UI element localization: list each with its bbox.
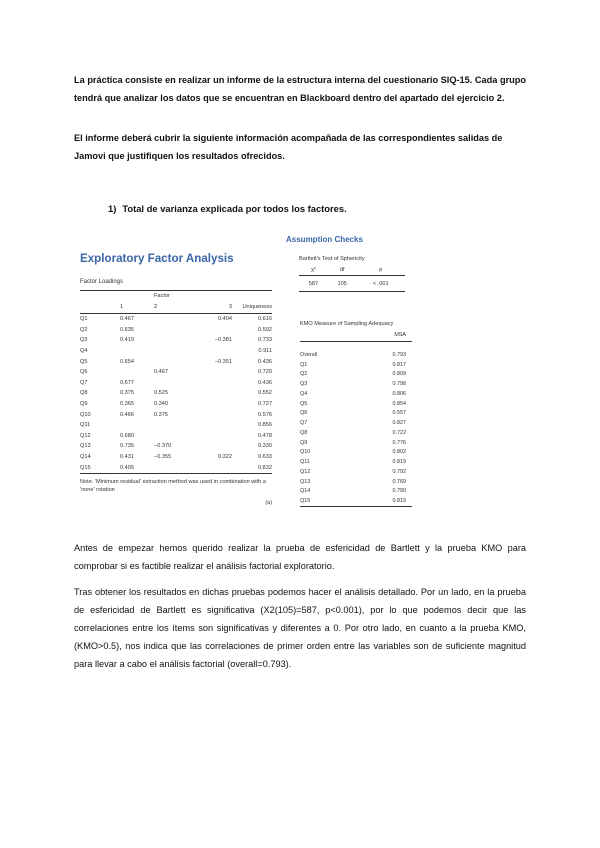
bartlett-caption: Bartlett's Test of Sphericity <box>299 256 365 262</box>
table-cell: 0.436 <box>258 358 272 365</box>
table-cell: 0.802 <box>392 449 406 456</box>
table-cell <box>190 409 240 420</box>
kmo-table <box>300 332 412 507</box>
item-label: Q11 <box>80 422 91 429</box>
table-cell: 0.776 <box>392 439 406 446</box>
column-header: Uniqueness <box>240 302 272 314</box>
table-cell <box>154 346 190 357</box>
item-label: Q8 <box>300 429 308 436</box>
table-row <box>300 418 412 428</box>
item-label: Q13 <box>80 443 91 450</box>
assumption-checks-title: Assumption Checks <box>286 235 363 244</box>
item-label: Q7 <box>300 420 308 427</box>
table-cell: 0.856 <box>258 422 272 429</box>
table-cell <box>190 378 240 389</box>
table-cell: 0.466 <box>120 411 134 418</box>
item-label: Q5 <box>300 400 308 407</box>
item-label: Q6 <box>80 369 88 376</box>
table-row <box>80 399 272 410</box>
item-label: Q14 <box>80 454 91 461</box>
table-cell: 0.911 <box>258 348 272 355</box>
table-cell: 0.478 <box>258 432 272 439</box>
table-cell: 0.419 <box>120 337 134 344</box>
table-cell <box>154 431 190 442</box>
item-label: Q12 <box>300 468 311 475</box>
table-row <box>300 487 412 497</box>
intro-paragraph-1: La práctica consiste en realizar un informe de la estructura interna del cuestionario SIQ-15. Cada grupo tendrá que analizar los datos que se encuentran en Blackboard dentro del apartado del ejercicio 2. <box>74 75 526 103</box>
table-cell: 0.467 <box>120 316 134 323</box>
item-label: Q11 <box>300 459 310 466</box>
table-cell <box>190 346 240 357</box>
column-header: 2 <box>154 302 190 314</box>
table-cell: 0.827 <box>392 420 406 427</box>
table-cell <box>120 420 154 431</box>
bartlett-test <box>299 256 405 292</box>
table-row <box>80 346 272 357</box>
table-cell: 0.769 <box>392 478 406 485</box>
kmo-test <box>300 321 412 507</box>
table-cell <box>190 420 240 431</box>
table-cell: 0.733 <box>258 337 272 344</box>
table-cell <box>154 462 190 473</box>
section-number: 1) <box>108 203 117 214</box>
item-label: Q3 <box>80 337 88 344</box>
table-cell: 0.340 <box>154 401 168 408</box>
table-cell: 0.322 <box>218 454 232 461</box>
table-cell: 0.720 <box>258 369 272 376</box>
table-cell: 0.854 <box>392 400 406 407</box>
table-cell: 0.557 <box>392 410 406 417</box>
table-cell: 0.792 <box>392 468 406 475</box>
table-cell <box>190 367 240 378</box>
section-title: Total de varianza explicada por todos los factores. <box>122 203 347 214</box>
table-cell: −0.351 <box>214 358 232 365</box>
factor-group-label: Factor <box>154 291 190 303</box>
efa-note: Note. 'Minimum residual' extraction method was used in combination with a 'none' rotation <box>80 478 266 493</box>
table-row <box>80 462 272 473</box>
table-cell: −0.355 <box>154 454 172 461</box>
item-label: Q4 <box>80 348 88 355</box>
table-row <box>300 409 412 419</box>
efa-output <box>80 252 272 506</box>
table-cell: −0.370 <box>154 443 172 450</box>
table-cell: 0.793 <box>392 351 406 358</box>
item-label: Q3 <box>300 381 308 388</box>
table-row <box>80 420 272 431</box>
table-cell: 0.817 <box>392 361 406 368</box>
bartlett-table <box>299 265 405 292</box>
table-cell: 0.735 <box>120 443 134 450</box>
table-row <box>80 367 272 378</box>
item-label: Q15 <box>80 462 120 473</box>
table-cell <box>190 441 240 452</box>
table-cell: 0.375 <box>120 390 134 397</box>
table-cell: 0.722 <box>392 429 406 436</box>
table-cell <box>190 388 240 399</box>
column-header: df <box>328 265 357 276</box>
section-heading <box>108 203 347 214</box>
item-label: Q13 <box>300 478 311 485</box>
table-cell: 0.790 <box>392 488 406 495</box>
table-row <box>300 448 412 458</box>
table-row <box>300 428 412 438</box>
table-cell: 0.677 <box>120 379 134 386</box>
column-header <box>80 302 120 314</box>
table-cell: 0.680 <box>120 432 134 439</box>
table-cell: 0.404 <box>218 316 232 323</box>
table-row <box>80 441 272 452</box>
item-label: Q12 <box>80 432 91 439</box>
item-label: Q14 <box>300 488 311 495</box>
item-label: Q2 <box>80 326 88 333</box>
table-cell: 0.819 <box>392 459 406 466</box>
table-row <box>300 399 412 409</box>
table-cell: 0.330 <box>258 443 272 450</box>
table-row <box>300 438 412 448</box>
table-cell <box>190 462 240 473</box>
factor-loadings-table <box>80 290 272 474</box>
table-row <box>300 457 412 467</box>
table-row <box>80 325 272 336</box>
table-cell: 0.431 <box>120 454 134 461</box>
table-cell: 0.832 <box>240 462 272 473</box>
table-row <box>80 409 272 420</box>
table-cell: 0.616 <box>258 316 272 323</box>
item-label: Q10 <box>80 411 91 418</box>
table-cell <box>154 314 190 325</box>
table-cell: 0.405 <box>120 462 154 473</box>
table-cell: 0.552 <box>258 390 272 397</box>
table-cell: 0.525 <box>154 390 168 397</box>
table-row <box>300 379 412 389</box>
table-cell <box>120 346 154 357</box>
table-row <box>80 314 272 325</box>
table-cell <box>154 420 190 431</box>
table-cell: 0.635 <box>120 326 134 333</box>
table-cell <box>190 325 240 336</box>
table-cell <box>154 335 190 346</box>
table-cell <box>154 378 190 389</box>
table-row <box>300 389 412 399</box>
table-row <box>300 467 412 477</box>
table-cell: 0.365 <box>120 401 134 408</box>
table-row <box>300 342 412 360</box>
item-label: Q15 <box>300 496 352 506</box>
table-row <box>300 477 412 487</box>
table-cell: 0.467 <box>154 369 168 376</box>
item-label: Q1 <box>80 316 88 323</box>
table-cell: 587 <box>299 276 328 292</box>
table-cell: < .001 <box>357 276 405 292</box>
column-header: MSA <box>352 332 412 342</box>
table-row <box>300 370 412 380</box>
table-cell: 0.798 <box>392 381 406 388</box>
item-label: Q1 <box>300 361 308 368</box>
efa-title: Exploratory Factor Analysis <box>80 252 234 265</box>
table-cell <box>154 356 190 367</box>
item-label: Q8 <box>80 390 88 397</box>
table-cell: 0.375 <box>154 411 168 418</box>
table-cell: 0.576 <box>258 411 272 418</box>
item-label: Q10 <box>300 449 311 456</box>
table-cell: 0.809 <box>392 371 406 378</box>
item-label: Q9 <box>80 401 88 408</box>
table-cell: 0.436 <box>258 379 272 386</box>
table-cell <box>154 325 190 336</box>
item-label: Q2 <box>300 371 308 378</box>
table-row <box>300 360 412 370</box>
table-cell: 0.592 <box>258 326 272 333</box>
item-label: Overall <box>300 351 318 358</box>
column-header: 3 <box>190 302 240 314</box>
item-label: Q6 <box>300 410 308 417</box>
table-cell: 0.633 <box>258 454 272 461</box>
column-header: p <box>357 265 405 276</box>
table-row <box>300 496 412 506</box>
body-paragraph-2: Tras obtener los resultados en dichas pruebas podemos hacer el análisis detallado. Por un lado, en la prueba de esfericidad de Bartlett es significativa (X2(105)=587, p<0.001), por lo que podemos decir que las correlaciones entre los ítems son significativas y diferentes a 0. Por otro lado, en cuanto a la prueba KMO, (KMO>0.5), nos indica que las correlaciones de primer orden entre las variables son de suficiente magnitud para llevar a cabo el análisis factorial (overall=0.793). <box>74 587 526 669</box>
table-cell: 0.819 <box>352 496 412 506</box>
item-label: Q4 <box>300 390 308 397</box>
item-label: Q7 <box>80 379 88 386</box>
table-row <box>80 452 272 463</box>
table-cell: −0.381 <box>214 337 232 344</box>
intro-paragraph-2: El informe deberá cubrir la siguiente información acompañada de las correspondientes salidas de Jamovi que justifiquen los resultados ofrecidos. <box>74 133 503 161</box>
table-cell: 0.806 <box>392 390 406 397</box>
body-paragraph-1: Antes de empezar hemos querido realizar la prueba de esfericidad de Bartlett y la prueba KMO para comprobar si es factible realizar el análisis factorial exploratorio. <box>74 543 526 571</box>
table-row <box>80 356 272 367</box>
column-header: 1 <box>120 302 154 314</box>
table-cell <box>190 431 240 442</box>
table-row <box>80 378 272 389</box>
column-header: χ² <box>299 265 328 276</box>
factor-loadings-caption: Factor Loadings <box>80 279 124 285</box>
table-cell: 0.727 <box>258 401 272 408</box>
efa-footnote: (a) <box>265 499 272 506</box>
table-cell: 105 <box>328 276 357 292</box>
kmo-caption: KMO Measure of Sampling Adequacy <box>300 321 394 327</box>
table-cell <box>190 399 240 410</box>
table-row <box>80 335 272 346</box>
item-label: Q9 <box>300 439 308 446</box>
table-row <box>80 431 272 442</box>
table-row <box>80 388 272 399</box>
item-label: Q5 <box>80 358 88 365</box>
table-cell: 0.654 <box>120 358 134 365</box>
table-cell <box>120 367 154 378</box>
